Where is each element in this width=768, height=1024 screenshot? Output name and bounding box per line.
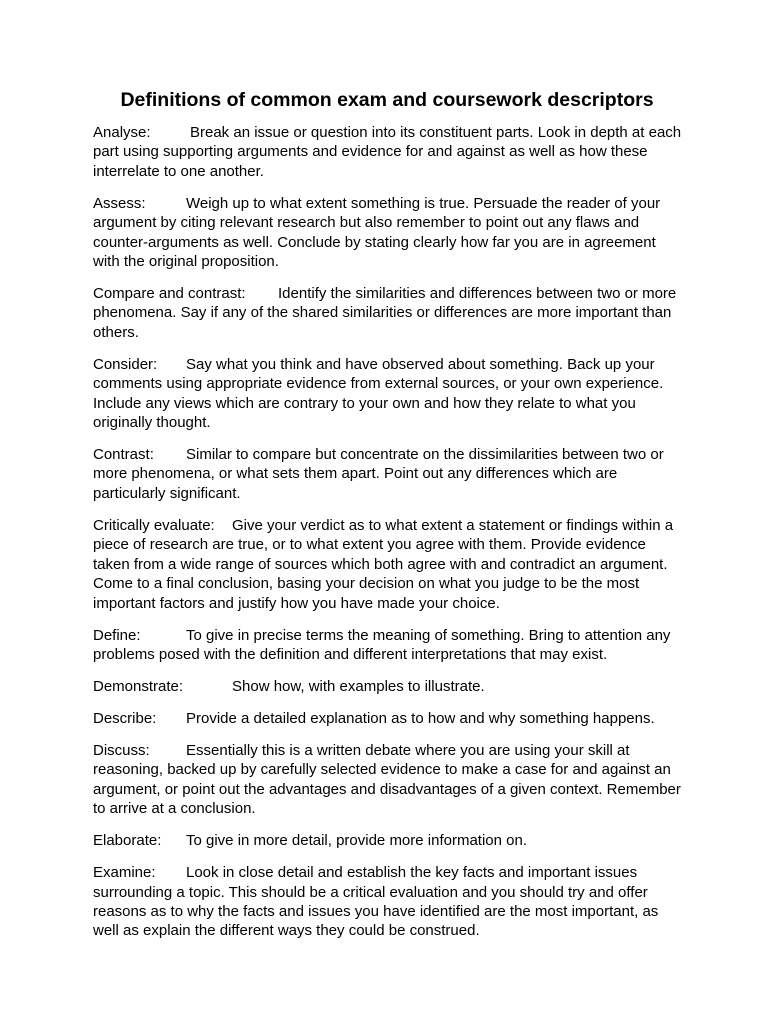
entry-definition: To give in precise terms the meaning of something. Bring to attention any problems posed with the definition and different interpretations that may exist. — [93, 626, 671, 663]
entry-definition: Weigh up to what extent something is true. Persuade the reader of your argument by citing relevant research but also remember to point out any flaws and counter-arguments as well. Conclude by stating clearly how far you are in agreement with the original proposition. — [93, 194, 661, 271]
entry-term: Contrast: — [93, 446, 154, 464]
entry-term: Elaborate: — [93, 832, 162, 850]
entry-describe — [93, 709, 683, 728]
entry-demonstrate — [93, 677, 683, 696]
page-title: Definitions of common exam and coursework descriptors — [120, 89, 654, 111]
entry-definition: Look in close detail and establish the key facts and important issues surrounding a topic. This should be a critical evaluation and you should try and offer reasons as to why the facts and issues you have identified are the most important, as well as explain the different ways they could be construed. — [93, 864, 659, 940]
entry-definition: Give your verdict as to what extent a statement or findings within a piece of research are true, or to what extent you agree with them. Provide evidence taken from a wide range of sources which both agree with and contradict an argument. Come to a final conclusion, basing your decision on what you judge to be the most important factors and justify how you have made your choice. — [93, 516, 674, 612]
entry-analyse — [93, 123, 683, 181]
entry-term: Critically evaluate: — [93, 516, 215, 534]
entry-definition: To give in more detail, provide more information on. — [186, 832, 528, 850]
entry-term: Discuss: — [93, 741, 150, 759]
entry-term: Demonstrate: — [93, 677, 184, 695]
entry-elaborate — [93, 831, 683, 850]
entry-definition: Say what you think and have observed about something. Back up your comments using appropriate evidence from external sources, or your own experience. Include any views which are contrary to your own and how they relate to what you originally thought. — [93, 355, 664, 432]
entry-definition: Break an issue or question into its constituent parts. Look in depth at each part using supporting arguments and evidence for and against as well as how these interrelate to one another. — [93, 124, 682, 180]
entry-term: Analyse: — [93, 124, 151, 141]
entry-term: Compare and contrast: — [93, 285, 246, 303]
entry-definition: Essentially this is a written debate where you are using your skill at reasoning, backed up by carefully selected evidence to make a case for and against an argument, or point out the advantages and disadvantages of a given context. Remember to arrive at a conclusion. — [93, 741, 681, 818]
entry-discuss — [93, 741, 683, 819]
document-page — [93, 86, 683, 953]
entry-definition: Provide a detailed explanation as to how and why something happens. — [186, 709, 655, 727]
entry-term: Assess: — [93, 194, 146, 212]
entry-critically-evaluate — [93, 516, 683, 613]
entry-define — [93, 626, 683, 665]
entry-term: Consider: — [93, 355, 158, 373]
entry-assess — [93, 194, 683, 272]
entry-term: Examine: — [93, 864, 156, 882]
entry-contrast — [93, 445, 683, 503]
entry-compare-and-contrast — [93, 284, 683, 342]
entry-definition: Similar to compare but concentrate on the dissimilarities between two or more phenomena, or what sets them apart. Point out any differences which are particularly significant. — [93, 446, 664, 502]
entry-term: Describe: — [93, 709, 157, 727]
entry-consider — [93, 355, 683, 433]
entry-term: Define: — [93, 626, 141, 644]
entry-examine — [93, 863, 683, 941]
entry-definition: Identify the similarities and differences between two or more phenomena. Say if any of the shared similarities or differences are more important than others. — [93, 285, 677, 341]
entry-definition: Show how, with examples to illustrate. — [232, 677, 485, 695]
